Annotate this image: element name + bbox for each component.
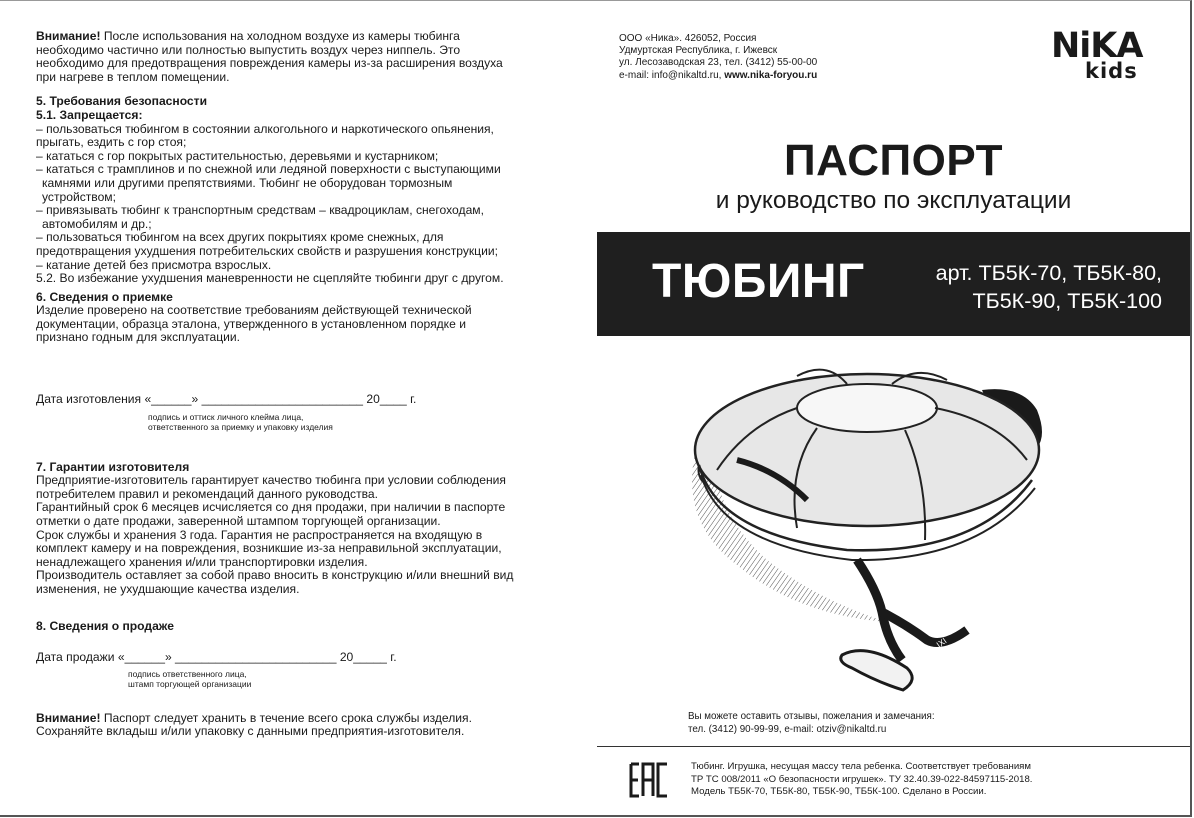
acceptance-line: признано годным для эксплуатации. <box>36 330 241 345</box>
warning-intro <box>36 30 566 44</box>
warning-line: необходимо для предотвращения повреждения камеры из-за расширения воздуха <box>36 56 503 71</box>
acceptance-line: Изделие проверено на соответствие требованиям действующей технической <box>36 303 472 318</box>
section-7-heading: 7. Гарантии изготовителя <box>36 459 190 474</box>
storage-warning: Внимание! Паспорт следует хранить в течение всего срока службы изделия. <box>36 710 472 725</box>
document-subtitle: и руководство по эксплуатации <box>715 187 1072 214</box>
left-column <box>36 30 566 739</box>
warranty-line: потребителем правил и рекомендаций данного руководства. <box>36 486 379 501</box>
warranty-line: изменения, не ухудшающие качества изделия. <box>36 582 300 596</box>
product-banner <box>597 232 1190 336</box>
section-5-heading: 5. Требования безопасности <box>36 94 208 109</box>
warranty-line: Срок службы и хранения 3 года. Гарантия не распространяется на входящую в <box>36 527 483 542</box>
company-address: ООО «Ника». 426052, Россия Удмуртская Республика, г. Ижевск ул. Лесозаводская 23, тел. (3412) 55-00-00 e-mail: info@nikaltd.ru, www.nika-foryou.ru <box>619 33 818 81</box>
footer-compliance-text: Тюбинг. Игрушка, несущая массу тела ребенка. Соответствует требованиям ТР ТС 008/2011 «О безопасности игрушек». ТУ 32.40.39-022-84597115-2018. Модель ТБ5К-70, ТБ5К-80, ТБ5К-90, ТБ5К-100. Сделано в России. <box>691 761 1033 798</box>
storage-warning-label: Внимание! <box>36 710 101 725</box>
rule-line: – кататься с гор покрытых растительностью, деревьями и кустарником; <box>36 148 439 163</box>
sale-date-line: Дата продажи «______» ________________________ 20_____ г. <box>36 650 397 665</box>
rule-line: прыгать, ездить с гор стоя; <box>36 135 187 150</box>
warranty-line: комплект камеру и на повреждения, возникшие из-за неправильной эксплуатации, <box>36 541 502 556</box>
warning-label: Внимание! <box>36 29 101 43</box>
section-5-1-heading: 5.1. Запрещается: <box>36 107 143 122</box>
rule-line: – пользоваться тюбингом в состоянии алкогольного и наркотического опьянения, <box>36 121 494 136</box>
rule-line: камнями или другими препятствиями. Тюбинг не оборудован тормозным <box>42 175 453 190</box>
rule-line: 5.2. Во избежание ухудшения маневренности не сцепляйте тюбинги друг с другом. <box>36 271 504 286</box>
section-6-heading: 6. Сведения о приемке <box>36 289 173 304</box>
warranty-line: отметки о дате продажи, заверенной штампом торгующей организации. <box>36 514 441 529</box>
website-link[interactable]: www.nika-foryou.ru <box>724 69 818 81</box>
warranty-line: Гарантийный срок 6 месяцев исчисляется со дня продажи, при наличии в паспорте <box>36 500 506 515</box>
brand-logo: NiKA kids <box>1051 26 1143 83</box>
warranty-line: Производитель оставляет за собой право вносить в конструкцию и/или внешний вид <box>36 568 514 583</box>
storage-warning-line: Сохраняйте вкладыш и/или упаковку с данными предприятия-изготовителя. <box>36 724 465 739</box>
rule-line: предотвращения ухудшения потребительских свойств и разрушения конструкции; <box>36 243 498 258</box>
warning-text: После использования на холодном воздухе из камеры тюбинга <box>100 29 460 43</box>
tube-illustration <box>677 350 1147 710</box>
rule-line: – катание детей без присмотра взрослых. <box>36 257 272 272</box>
article-numbers: арт. ТБ5К-70, ТБ5К-80, ТБ5К-90, ТБ5К-100 <box>935 261 1162 313</box>
rule-line: автомобилям и др.; <box>42 216 152 231</box>
rule-line: – пользоваться тюбингом на всех других покрытиях кроме снежных, для <box>36 230 444 245</box>
feedback-contacts: Вы можете оставить отзывы, пожелания и замечания: тел. (3412) 90-99-99, e-mail: otziv@nikaltd.ru <box>688 711 935 735</box>
warranty-line: Предприятие-изготовитель гарантирует качество тюбинга при условии соблюдения <box>36 473 506 488</box>
product-name: ТЮБИНГ <box>652 255 865 308</box>
footer-divider <box>597 746 1190 747</box>
acceptance-line: документации, образца эталона, утвержденного в установленном порядке и <box>36 316 466 331</box>
manufacture-date-line: Дата изготовления «______» ________________________ 20____ г. <box>36 392 417 407</box>
warranty-line: ненадлежащего хранения и/или транспортировки изделия. <box>36 554 368 569</box>
document-title: ПАСПОРТ <box>783 136 1004 185</box>
manufacture-signature-caption: подпись и оттиск личного клейма лица, ответственного за приемку и упаковку изделия <box>148 411 333 433</box>
rule-line: устройством; <box>42 189 116 204</box>
rule-line: – привязывать тюбинг к транспортным средствам – квадроциклам, снегоходам, <box>36 203 484 218</box>
section-8-heading: 8. Сведения о продаже <box>36 618 174 633</box>
right-column <box>597 0 1190 814</box>
sale-signature-caption: подпись ответственного лица, штамп торгующей организации <box>128 668 252 690</box>
handle-mark: IXI <box>934 636 949 650</box>
warning-line: необходимо частично или полностью выпустить воздух через ниппель. Это <box>36 42 461 57</box>
warning-line: при нагреве в теплом помещении. <box>36 69 230 84</box>
contact-line: e-mail: info@nikaltd.ru, www.nika-foryou.ru <box>619 69 818 81</box>
eac-certification-icon <box>627 760 671 800</box>
rule-line: – кататься с трамплинов и по снежной или ледяной поверхности с выступающими <box>36 162 501 177</box>
